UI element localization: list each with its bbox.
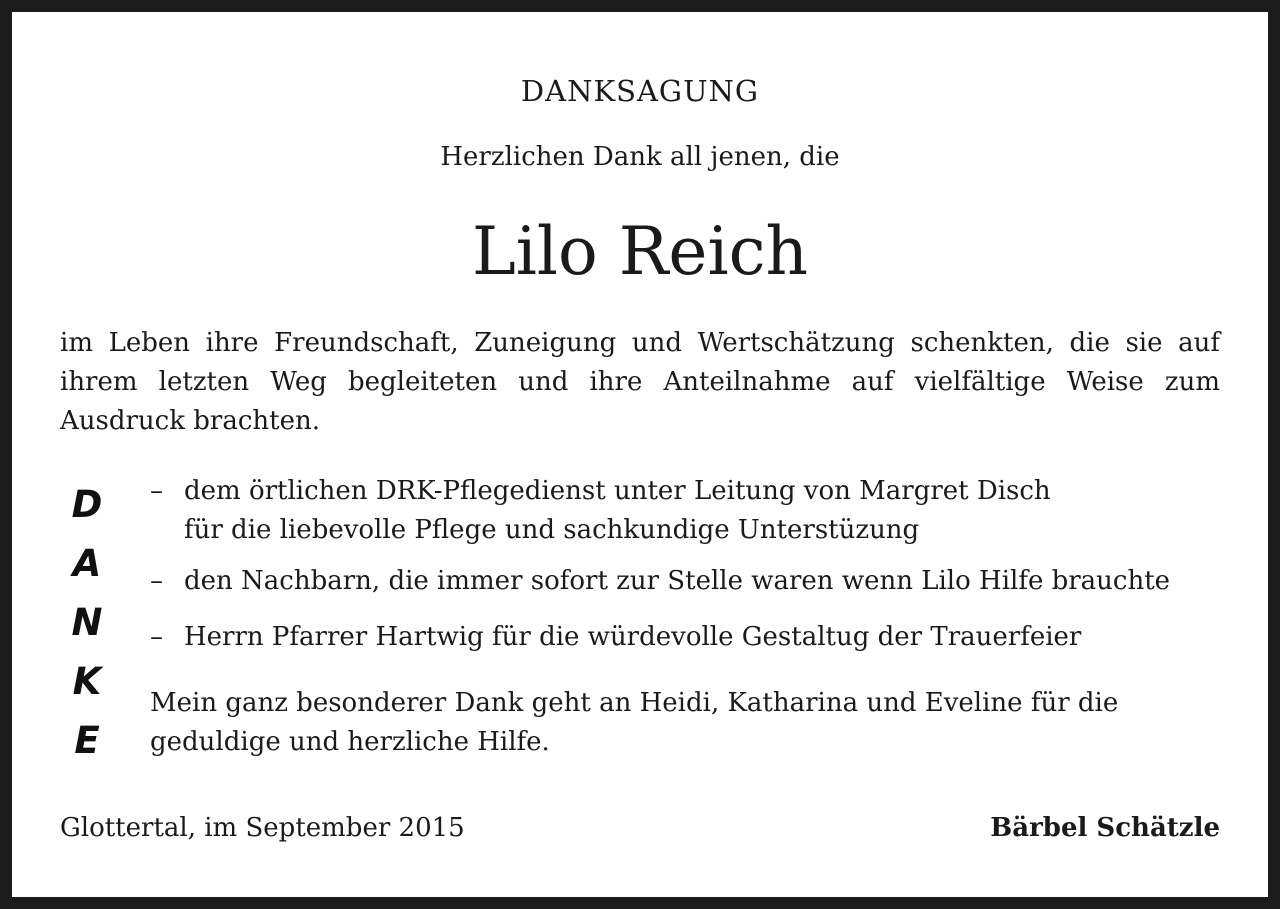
danke-vertical-word — [62, 475, 112, 770]
dash-bullet: – — [150, 566, 163, 596]
thanks-item-care-service — [150, 472, 1051, 550]
danke-letter: K — [72, 660, 102, 703]
notice-title: DANKSAGUNG — [520, 74, 760, 108]
thank-you-notice — [12, 12, 1268, 897]
danke-letter: N — [71, 601, 103, 644]
signer-name: Bärbel Schätzle — [990, 813, 1220, 843]
thanks-item-line: dem örtlichen DRK-Pflegedienst unter Leitung von Margret Disch — [184, 476, 1051, 506]
thanks-item-line: den Nachbarn, die immer sofort zur Stelle waren wenn Lilo Hilfe brauchte — [184, 566, 1171, 596]
thanks-item-neighbours — [150, 562, 1170, 601]
danke-letter: A — [72, 542, 102, 585]
thanks-item-pastor — [150, 618, 1081, 657]
thanks-item-line: Herrn Pfarrer Hartwig für die würdevolle Gestaltug der Trauerfeier — [184, 622, 1082, 652]
deceased-name: Lilo Reich — [471, 213, 809, 290]
dash-bullet: – — [150, 622, 163, 652]
dash-bullet: – — [150, 476, 163, 506]
body-paragraph: im Leben ihre Freundschaft, Zuneigung und Wertschätzung schenkten, die sie auf ihrem letzten Weg begleiteten und ihre Anteilnahme auf vielfältige Weise zum Ausdruck brachten. — [60, 328, 1220, 436]
special-thanks-paragraph: Mein ganz besonderer Dank geht an Heidi, Katharina und Eveline für die geduldige und herzliche Hilfe. — [150, 688, 1119, 757]
place-and-date: Glottertal, im September 2015 — [60, 813, 465, 843]
thanks-item-line: für die liebevolle Pflege und sachkundige Unterstüzung — [184, 515, 920, 545]
intro-line: Herzlichen Dank all jenen, die — [440, 142, 840, 172]
danke-letter: D — [71, 483, 103, 526]
danke-letter: E — [74, 719, 100, 762]
